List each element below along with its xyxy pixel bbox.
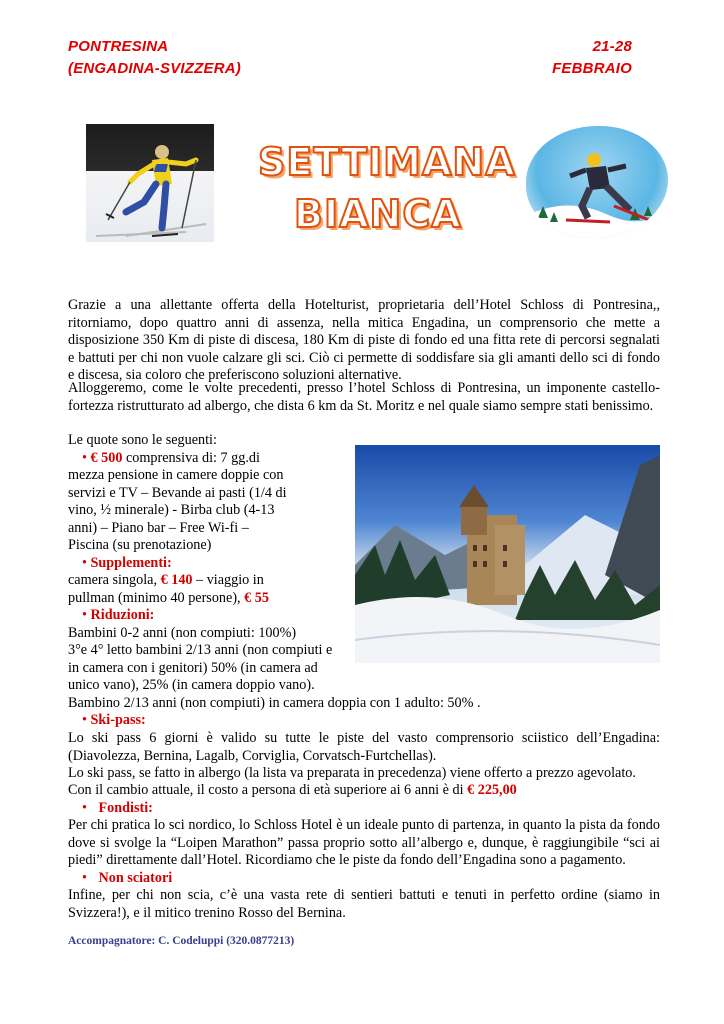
- supplementi-bus-price: € 55: [244, 590, 269, 606]
- nonsciatori-text: Infine, per chi non scia, c’è una vasta rete di sentieri battuti e tenuti in perfetto ordine (siamo in Svizzera!), e il mitico trenino Rosso del Bernina.: [68, 887, 660, 921]
- cross-country-skier-photo: [86, 124, 214, 242]
- header-month: FEBBRAIO: [552, 60, 632, 77]
- price-line1: [68, 450, 260, 468]
- price-line6: Piscina (su prenotazione): [68, 537, 212, 553]
- fondisti-label: Fondisti:: [98, 800, 153, 816]
- price-line4: vino, ½ minerale) - Birba club (4-13: [68, 502, 275, 518]
- skipass-hotel: Lo ski pass, se fatto in albergo (la lista va preparata in precedenza) viene offerto a prezzo agevolato.: [68, 765, 636, 781]
- header-dates: 21-28: [592, 38, 632, 55]
- skipass-price: € 225,00: [467, 782, 517, 798]
- title-line2: BIANCA: [294, 192, 462, 236]
- fondisti-text: Per chi pratica lo sci nordico, lo Schloss Hotel è un ideale punto di partenza, in quanto la pista da fondo dove si svolge la “Loipen Marathon” passa proprio sotto all’albergo e, dunque, è raggiungibile “sci ai piedi” direttamente dall’Hotel. Ricordiamo che le piste da fondo dell’Engadina sono a pagamento.: [68, 817, 660, 869]
- header-region: (ENGADINA-SVIZZERA): [68, 60, 241, 77]
- riduzioni-line2: 3°e 4° letto bambini 2/13 anni (non compiuti e: [68, 642, 333, 658]
- bullet-icon: •: [82, 712, 87, 728]
- supplementi-bus: pullman (minimo 40 persone),: [68, 590, 245, 606]
- skipass-label: Ski-pass:: [90, 712, 146, 728]
- skipass-cost-text: Con il cambio attuale, il costo a persona di età superiore ai 6 anni è di: [68, 782, 468, 798]
- price-line2: mezza pensione in camere doppie con: [68, 467, 284, 483]
- nonsciatori-heading: [68, 870, 172, 888]
- riduzioni-heading: [68, 607, 154, 625]
- supplementi-travel: – viaggio in: [192, 572, 264, 588]
- riduzioni-line1: Bambini 0-2 anni (non compiuti: 100%): [68, 625, 297, 641]
- bullet-icon: •: [82, 450, 87, 466]
- bullet-icon: •: [82, 607, 87, 623]
- riduzioni-label: Riduzioni:: [90, 607, 155, 623]
- supplementi-line2: [68, 590, 269, 608]
- fondisti-heading: [68, 800, 153, 818]
- nonsciatori-label: Non sciatori: [98, 870, 173, 886]
- hotel-schloss-photo: [355, 445, 660, 663]
- title-line1: SETTIMANA: [258, 140, 516, 184]
- price-amount: € 500: [90, 450, 123, 466]
- bullet-icon: •: [82, 800, 87, 816]
- quotes-intro: Le quote sono le seguenti:: [68, 432, 217, 448]
- riduzioni-line4: unico vano), 25% (in camera doppio vano).: [68, 677, 315, 693]
- supplementi-line1: [68, 572, 298, 590]
- skipass-cost: [68, 782, 517, 800]
- price-line5: anni) – Piano bar – Free Wi-fi –: [68, 520, 249, 536]
- skipass-heading: [68, 712, 146, 730]
- supplementi-label: Supplementi:: [90, 555, 172, 571]
- price-line3: servizi e TV – Bevande ai pasti (1/4 di: [68, 485, 287, 501]
- skipass-validity: Lo ski pass 6 giorni è valido su tutte le piste del vasto comprensorio sciistico dell’Engadina: (Diavolezza, Bernina, Lagalb, Corviglia, Corvatsch-Furtchellas).: [68, 730, 660, 764]
- hotel-paragraph: Alloggeremo, come le volte precedenti, presso l’hotel Schloss di Pontresina, un imponente castello-fortezza ristrutturato ad albergo, che dista 6 km da St. Moritz e nel quale siamo sempre stati benissimo.: [68, 380, 660, 414]
- riduzioni-line5: Bambino 2/13 anni (non compiuti) in camera doppia con 1 adulto: 50% .: [68, 695, 481, 711]
- header-location: PONTRESINA: [68, 38, 169, 55]
- supplementi-single-price: € 140: [160, 572, 193, 588]
- riduzioni-line3: in camera con i genitori) 50% (in camera ad: [68, 660, 318, 676]
- price-line1-text: comprensiva di: 7 gg.di: [122, 450, 260, 466]
- footer-contact: Accompagnatore: C. Codeluppi (320.0877213): [68, 935, 295, 947]
- bullet-icon: •: [82, 555, 87, 571]
- supplementi-heading: [68, 555, 172, 573]
- downhill-skier-picture: [526, 126, 668, 238]
- bullet-icon: •: [82, 870, 87, 886]
- supplementi-single-room: camera singola,: [68, 572, 161, 588]
- intro-paragraph: Grazie a una allettante offerta della Hotelturist, proprietaria dell’Hotel Schloss di Pontresina,, ritorniamo, dopo quattro anni di assenza, nella mitica Engadina, un comprensorio che mette a disposizione 350 Km di piste di discesa, 180 Km di piste di fondo ed una fitta rete di percorsi segnalati e battuti per chi non vuole calzare gli sci. Ciò ci permette di soddisfare sia gli amanti dello sci di fondo e discesa, sia coloro che preferiscono soluzioni alternative.: [68, 297, 660, 384]
